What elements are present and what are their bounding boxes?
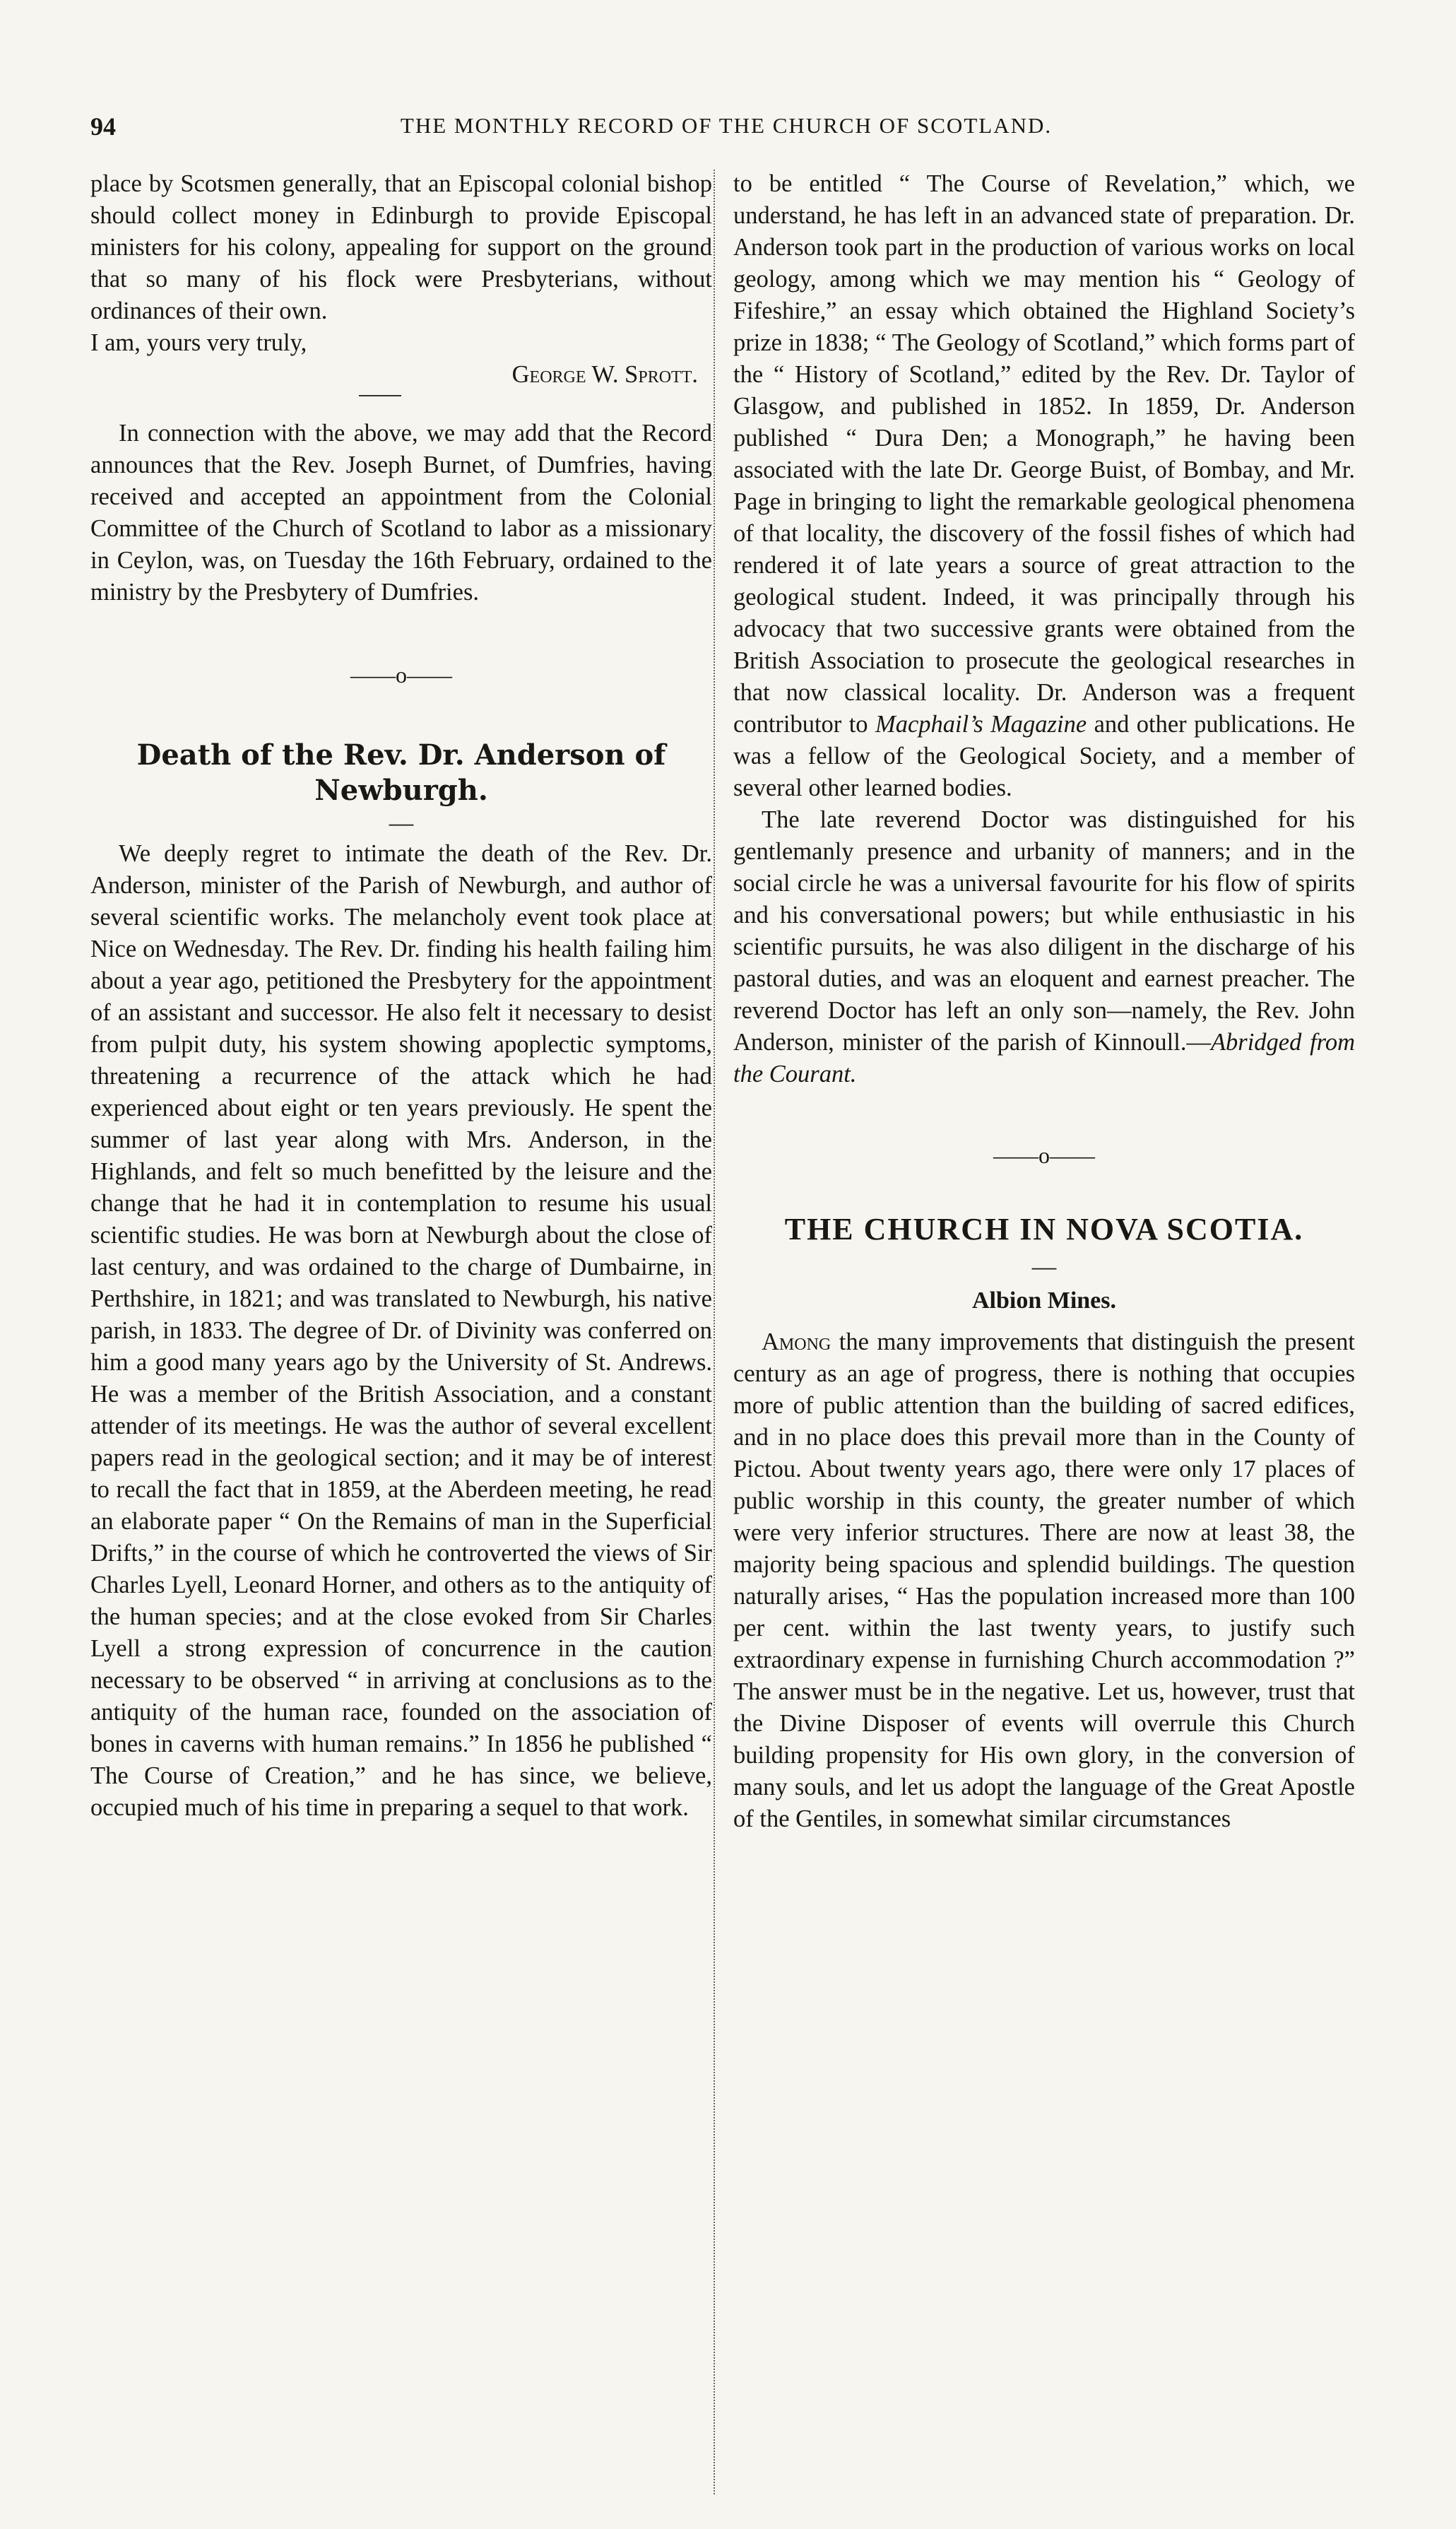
connection-paragraph: In connection with the above, we may add that the Record announces that the Rev. Joseph Burnet, of Dumfries, having received and accepted an appointment from the Colonial Committee of the Church of Scotland to labor as a missionary in Ceylon, was, on Tuesday the 16th February, ordained to the ministry by the Presbytery of Dumfries.: [90, 420, 712, 606]
title-dash: —: [389, 810, 414, 837]
title-dash: —: [1031, 1254, 1057, 1280]
nova-scotia-text: the many improvements that distinguish the present century as an age of progress, there is nothing that occupies more of public attention than the building of sacred edifices, and in no place does this prevail more than in the County of Pictou. About twenty years ago, there were only 17 places of public worship in this county, the greater number of which were very inferior structures. There are now at least 38, the majority being spacious and splendid buildings. The question naturally arises, “ Has the population increased more than 100 per cent. within the last twenty years, to justify such extraordinary expense in furnishing Church accommodation ?” The answer must be in the negative. Let us, however, trust that the Divine Disposer of events will overrule this Church building propensity for His own glory, in the conversion of many souls, and let us adopt the language of the Great Apostle of the Gentiles, in somewhat similar circumstances: [733, 1328, 1355, 1832]
death-article-paragraph: We deeply regret to intimate the death of the Rev. Dr. Anderson, minister of the Parish of Newburgh, and author of several scientific works. The melancholy event took place at Nice on Wednesday. The Rev. Dr. finding his health failing him about a year ago, petitioned the Presbytery for the appointment of an assistant and successor. He also felt it necessary to desist from pulpit duty, his system showing apoplectic symptoms, threatening a recurrence of the attack which he had experienced about eight or ten years previously. He spent the summer of last year along with Mrs. Anderson, in the Highlands, and felt so much benefitted by the leisure and the change that he had it in contemplation to resume his usual scientific studies. He was born at Newburgh about the close of last century, and was ordained to the charge of Dumbairne, in Perthshire, in 1821; and was translated to Newburgh, his native parish, in 1833. The degree of Dr. of Divinity was conferred on him a good many years ago by the University of St. Andrews. He was a member of the British Association, and a constant attender of its meetings. He was the author of several excellent papers read in the geological section; and it may be of interest to recall the fact that in 1859, at the Aberdeen meeting, he read an elaborate paper “ On the Remains of man in the Superficial Drifts,” in the course of which he controverted the views of Sir Charles Lyell, Leonard Horner, and others as to the antiquity of the human species; and at the close evoked from Sir Charles Lyell a strong expression of concurrence in the caution necessary to be observed “ in arriving at conclusions as to the antiquity of the human race, founded on the association of bones in caverns with human remains.” In 1856 he published “ The Course of Creation,” and he has since, we believe, occupied much of his time in preparing a sequel to that work.: [90, 840, 712, 1821]
column-divider: [714, 170, 715, 2494]
right-column: [733, 168, 1355, 1835]
section-separator: ——o——: [350, 662, 452, 688]
letter-closing: I am, yours very truly,: [90, 329, 307, 356]
article-title-nova-scotia: THE CHURCH IN NOVA SCOTIA.: [784, 1212, 1304, 1246]
magazine-title: Macphail’s Magazine: [875, 711, 1087, 738]
death-continued-text-a: to be entitled “ The Course of Revelation,” which, we understand, he has left in an advanced state of preparation. Dr. Anderson took part in the production of various works on local geology, among which we may mention his “ Geology of Fifeshire,” an essay which obtained the Highland Society’s prize in 1838; “ The Geology of Scotland,” which forms part of the “ History of Scotland,” edited by the Rev. Dr. Taylor of Glasgow, and published in 1852. In 1859, Dr. Anderson published “ Dura Den; a Monograph,” he having been associated with the late Dr. George Buist, of Bombay, and Mr. Page in bringing to light the remarkable geological phenomena of that locality, the discovery of the fossil fishes of which had rendered it of late years a source of great attraction to the geological student. Indeed, it was principally through his advocacy that two successive grants were obtained from the British Association to prosecute the geological researches in that now classical locality. Dr. Anderson was a frequent contributor to: [733, 170, 1355, 738]
article-subtitle: Albion Mines.: [971, 1287, 1117, 1314]
page-header: [90, 112, 1362, 147]
left-column: [90, 168, 712, 1824]
death-continued-text-b: and other publications. He was a fellow of the Geological Society, and a member of several other learned bodies.: [733, 711, 1355, 801]
letter-end-paragraph: place by Scotsmen generally, that an Episcopal colonial bishop should collect money in Edinburgh to provide Episcopal ministers for his colony, appealing for support on the ground that so many of his flock were Presbyterians, without ordinances of their own.: [90, 170, 712, 324]
nova-scotia-paragraph: [733, 1326, 1355, 1835]
page-number: 94: [90, 112, 116, 141]
section-separator: ——o——: [993, 1143, 1095, 1168]
nova-first-word: Among: [762, 1328, 831, 1355]
abridged-source: Abridged from the Courant.: [733, 1029, 1355, 1087]
late-doctor-paragraph: [733, 804, 1355, 1090]
late-doctor-text: The late reverend Doctor was distinguished for his gentlemanly presence and urbanity of manners; and in the social circle he was a universal favourite for his flow of spirits and his conversational powers; but while enthusiastic in his scientific pursuits, he was also diligent in the discharge of his pastoral duties, and was an eloquent and earnest preacher. The reverend Doctor has left an only son—namely, the Rev. John Anderson, minister of the parish of Kinnoull.—: [733, 806, 1355, 1056]
article-title-death-anderson: Death of the Rev. Dr. Anderson of Newburgh.: [136, 738, 666, 807]
running-title: THE MONTHLY RECORD OF THE CHURCH OF SCOTLAND.: [400, 113, 1053, 138]
death-article-continued: [733, 168, 1355, 804]
signature-rule: [359, 395, 401, 396]
letter-signature: George W. Sprott.: [511, 361, 698, 388]
